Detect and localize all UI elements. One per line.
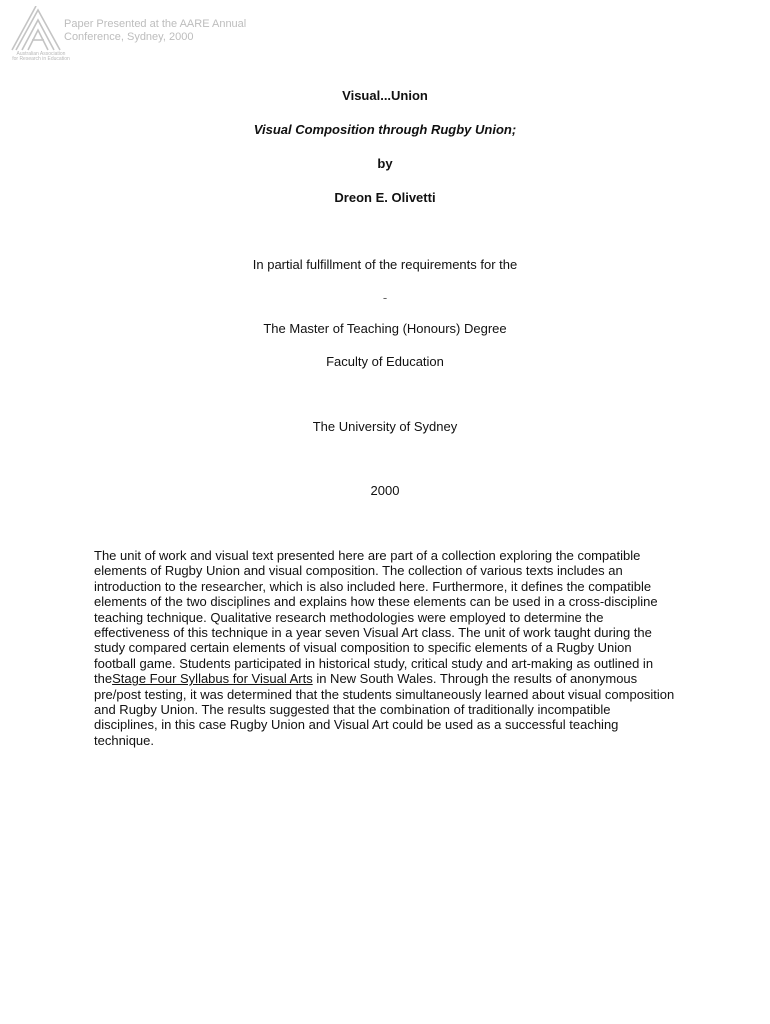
author-name: Dreon E. Olivetti xyxy=(334,190,436,205)
logo-caption-line1: Australian Association xyxy=(16,51,66,57)
page-header xyxy=(6,6,306,62)
by-line: by xyxy=(377,156,393,171)
logo-caption-line2: for Research in Education xyxy=(12,56,70,62)
conference-line1: Paper Presented at the AARE Annual xyxy=(64,18,247,30)
university-name: The University of Sydney xyxy=(312,419,458,434)
document-title: Visual...Union xyxy=(342,88,428,103)
degree-name: The Master of Teaching (Honours) Degree xyxy=(263,321,507,336)
abstract-text-after: in New South Wales. Through the results of anonymous pre/post testing, it was determined that the students simultaneously learned about visual composition and Rugby Union. The results suggested that the combination of traditionally incompatible disciplines, in this case Rugby Union and Visual Art could be used as a successful teaching technique. xyxy=(94,671,675,748)
conference-line2: Conference, Sydney, 2000 xyxy=(64,31,194,43)
separator: - xyxy=(382,290,388,305)
abstract-text-before: The unit of work and visual text presented here are part of a collection exploring the compatible elements of Rugby Union and visual composition. The collection of various texts includes an introduction to the researcher, which is also included here. Furthermore, it defines the compatible elements of the two disciplines and explains how these elements can be used in a cross-discipline teaching technique. Qualitative research methodologies were employed to determine the effectiveness of this technique in a year seven Visual Art class. The unit of work taught during the study compared certain elements of visual composition to specific elements of a Rugby Union football game. Students participated in historical study, critical study and art-making as outlined in the xyxy=(94,548,658,687)
faculty-name: Faculty of Education xyxy=(326,354,444,369)
conference-note xyxy=(64,18,246,44)
document-subtitle: Visual Composition through Rugby Union; xyxy=(253,122,517,137)
abstract-paragraph xyxy=(94,548,676,748)
logo-caption xyxy=(6,52,76,62)
syllabus-link[interactable]: Stage Four Syllabus for Visual Arts xyxy=(112,671,313,687)
fulfillment-text: In partial fulfillment of the requirements for the xyxy=(252,257,518,272)
year: 2000 xyxy=(370,483,400,498)
